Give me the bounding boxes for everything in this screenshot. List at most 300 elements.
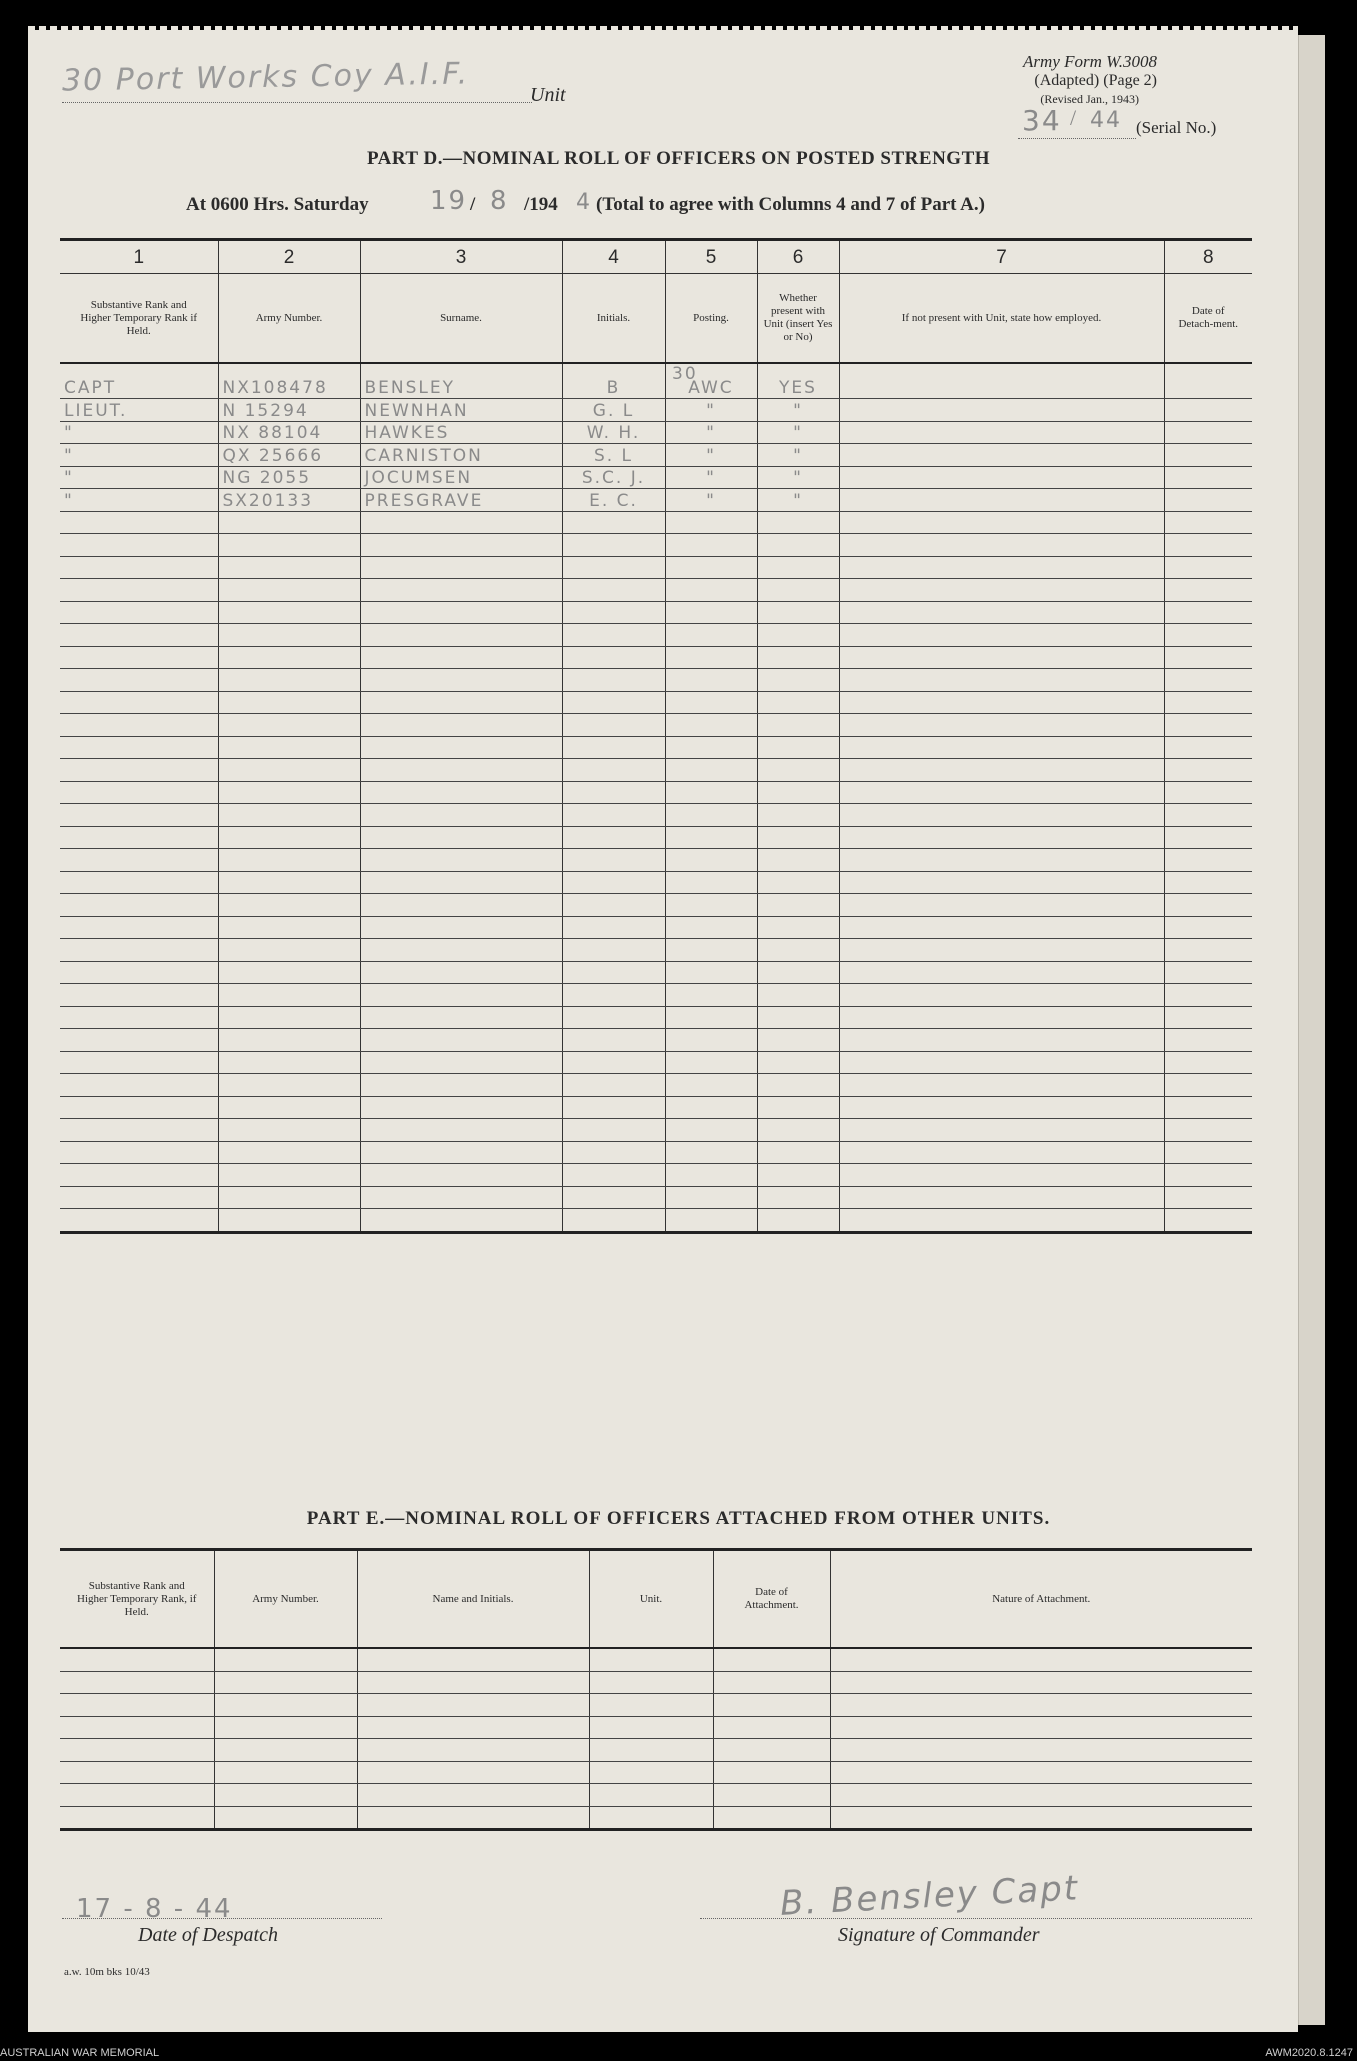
blank-cell: [218, 1051, 360, 1074]
signature-label: Signature of Commander: [838, 1924, 1040, 1946]
blank-cell: [1164, 1141, 1252, 1164]
blank-row: [60, 1648, 1252, 1671]
table-cell: NX108478: [218, 363, 360, 399]
blank-cell: [1164, 1186, 1252, 1209]
table-cell: PRESGRAVE: [360, 489, 562, 512]
blank-cell: [1164, 736, 1252, 759]
blank-cell: [665, 1006, 757, 1029]
table-cell: [839, 399, 1164, 422]
blank-cell: [757, 871, 839, 894]
blank-cell: [60, 1141, 218, 1164]
table-cell: [1164, 489, 1252, 512]
blank-cell: [218, 894, 360, 917]
blank-cell: [665, 804, 757, 827]
blank-cell: [360, 759, 562, 782]
blank-cell: [757, 691, 839, 714]
blank-cell: [665, 781, 757, 804]
blank-cell: [360, 601, 562, 624]
blank-cell: [218, 1096, 360, 1119]
blank-cell: [562, 511, 665, 534]
blank-row: [60, 849, 1252, 872]
blank-cell: [562, 1006, 665, 1029]
part-d-title: PART D.—NOMINAL ROLL OF OFFICERS ON POSTED STRENGTH: [366, 148, 991, 169]
form-id: Army Form W.3008: [1023, 52, 1157, 71]
blank-cell: [360, 1186, 562, 1209]
blank-cell: [218, 556, 360, 579]
blank-cell: [665, 624, 757, 647]
blank-cell: [665, 579, 757, 602]
blank-cell: [60, 804, 218, 827]
table-cell: [1164, 363, 1252, 399]
blank-cell: [1164, 511, 1252, 534]
archive-reference: AWM2020.8.1247: [1265, 2047, 1353, 2059]
blank-cell: [60, 601, 218, 624]
blank-cell: [665, 534, 757, 557]
blank-cell: [757, 534, 839, 557]
blank-cell: [1164, 916, 1252, 939]
blank-cell: [562, 646, 665, 669]
serial-label: (Serial No.): [1136, 118, 1217, 137]
table-cell: ": [757, 444, 839, 467]
blank-cell: [360, 871, 562, 894]
blank-row: [60, 579, 1252, 602]
blank-cell: [360, 1164, 562, 1187]
blank-cell: [214, 1806, 357, 1830]
table-cell: NX 88104: [218, 421, 360, 444]
blank-cell: [360, 669, 562, 692]
col-label-detachment-date: Date of Detach-ment.: [1164, 274, 1252, 364]
blank-cell: [665, 1096, 757, 1119]
blank-row: [60, 1671, 1252, 1694]
blank-cell: [60, 579, 218, 602]
blank-cell: [562, 714, 665, 737]
blank-cell: [360, 939, 562, 962]
blank-cell: [665, 511, 757, 534]
table-cell: ": [60, 444, 218, 467]
blank-cell: [60, 961, 218, 984]
blank-cell: [360, 1209, 562, 1233]
blank-row: [60, 1806, 1252, 1830]
blank-cell: [562, 871, 665, 894]
blank-cell: [713, 1784, 830, 1807]
blank-cell: [562, 624, 665, 647]
blank-cell: [839, 624, 1164, 647]
blank-cell: [562, 556, 665, 579]
blank-row: [60, 1716, 1252, 1739]
blank-cell: [839, 669, 1164, 692]
blank-cell: [839, 984, 1164, 1007]
blank-cell: [665, 714, 757, 737]
blank-row: [60, 736, 1252, 759]
table-cell: AWC: [665, 363, 757, 399]
blank-cell: [589, 1694, 713, 1717]
blank-row: [60, 534, 1252, 557]
table-cell: [839, 421, 1164, 444]
table-cell: HAWKES: [360, 421, 562, 444]
blank-cell: [1164, 849, 1252, 872]
table-cell: NEWNHAN: [360, 399, 562, 422]
e-col-label-name: Name and Initials.: [357, 1550, 589, 1649]
blank-cell: [665, 1186, 757, 1209]
blank-row: [60, 669, 1252, 692]
unit-dotted-line: [62, 102, 532, 103]
blank-cell: [1164, 601, 1252, 624]
blank-cell: [665, 1164, 757, 1187]
blank-row: [60, 714, 1252, 737]
serial-year: 44: [1090, 108, 1122, 133]
blank-cell: [360, 1074, 562, 1097]
blank-cell: [60, 1739, 214, 1762]
blank-cell: [757, 646, 839, 669]
table-cell: ": [757, 489, 839, 512]
blank-cell: [60, 556, 218, 579]
blank-cell: [360, 534, 562, 557]
blank-cell: [839, 1096, 1164, 1119]
blank-cell: [589, 1806, 713, 1830]
blank-cell: [562, 1119, 665, 1142]
blank-cell: [357, 1761, 589, 1784]
table-cell: LIEUT.: [60, 399, 218, 422]
blank-cell: [1164, 984, 1252, 1007]
table-cell: E. C.: [562, 489, 665, 512]
blank-cell: [830, 1739, 1252, 1762]
blank-cell: [214, 1694, 357, 1717]
table-cell: CAPT: [60, 363, 218, 399]
blank-cell: [360, 849, 562, 872]
blank-cell: [60, 1029, 218, 1052]
blank-cell: [757, 624, 839, 647]
blank-cell: [830, 1648, 1252, 1671]
blank-cell: [218, 646, 360, 669]
blank-cell: [1164, 714, 1252, 737]
blank-cell: [218, 1186, 360, 1209]
table-cell: ": [60, 421, 218, 444]
blank-cell: [1164, 759, 1252, 782]
blank-cell: [562, 1186, 665, 1209]
table-cell: ": [665, 489, 757, 512]
blank-cell: [218, 669, 360, 692]
blank-cell: [1164, 534, 1252, 557]
col-label-initials: Initials.: [562, 274, 665, 364]
blank-cell: [839, 646, 1164, 669]
blank-cell: [757, 1209, 839, 1233]
blank-cell: [214, 1716, 357, 1739]
blank-cell: [757, 781, 839, 804]
blank-cell: [757, 1119, 839, 1142]
e-col-label-army-number: Army Number.: [214, 1550, 357, 1649]
table-row: [60, 399, 1252, 422]
blank-cell: [218, 939, 360, 962]
table-cell: [1164, 421, 1252, 444]
blank-cell: [1164, 579, 1252, 602]
blank-cell: [218, 759, 360, 782]
blank-cell: [830, 1806, 1252, 1830]
blank-cell: [360, 826, 562, 849]
blank-cell: [562, 759, 665, 782]
blank-cell: [60, 1716, 214, 1739]
blank-cell: [60, 511, 218, 534]
blank-cell: [665, 826, 757, 849]
blank-cell: [839, 804, 1164, 827]
blank-cell: [357, 1739, 589, 1762]
blank-row: [60, 1739, 1252, 1762]
table-cell: B: [562, 363, 665, 399]
blank-cell: [357, 1671, 589, 1694]
date-total-note: (Total to agree with Columns 4 and 7 of Part A.): [596, 194, 985, 215]
blank-cell: [218, 916, 360, 939]
blank-cell: [839, 1051, 1164, 1074]
blank-cell: [757, 984, 839, 1007]
blank-cell: [830, 1784, 1252, 1807]
blank-row: [60, 1761, 1252, 1784]
blank-cell: [60, 781, 218, 804]
blank-cell: [360, 804, 562, 827]
blank-cell: [830, 1761, 1252, 1784]
blank-cell: [218, 1006, 360, 1029]
table-cell: ": [665, 444, 757, 467]
blank-row: [60, 1784, 1252, 1807]
blank-cell: [665, 1141, 757, 1164]
blank-cell: [839, 1006, 1164, 1029]
col-label-how-employed: If not present with Unit, state how employed.: [839, 274, 1164, 364]
col-number: 4: [562, 240, 665, 274]
blank-cell: [562, 601, 665, 624]
despatch-label: Date of Despatch: [138, 1924, 278, 1946]
e-col-label-rank: Substantive Rank and Higher Temporary Rank, if Held.: [60, 1550, 214, 1649]
blank-cell: [589, 1716, 713, 1739]
table-cell: NG 2055: [218, 466, 360, 489]
blank-cell: [360, 1029, 562, 1052]
blank-cell: [1164, 1164, 1252, 1187]
blank-cell: [214, 1739, 357, 1762]
blank-cell: [562, 984, 665, 1007]
blank-cell: [1164, 1074, 1252, 1097]
blank-cell: [839, 1029, 1164, 1052]
col-label-rank: Substantive Rank and Higher Temporary Rank if Held.: [60, 274, 218, 364]
blank-cell: [60, 1806, 214, 1830]
blank-cell: [665, 1029, 757, 1052]
blank-cell: [60, 1006, 218, 1029]
table-row: [60, 421, 1252, 444]
blank-cell: [1164, 646, 1252, 669]
blank-cell: [839, 826, 1164, 849]
blank-cell: [60, 759, 218, 782]
blank-cell: [60, 1761, 214, 1784]
table-cell: S. L: [562, 444, 665, 467]
blank-cell: [757, 1006, 839, 1029]
unit-handwritten: 30 Port Works Coy A.I.F.: [61, 56, 470, 99]
e-col-label-unit: Unit.: [589, 1550, 713, 1649]
blank-cell: [665, 601, 757, 624]
blank-cell: [1164, 624, 1252, 647]
blank-cell: [60, 1784, 214, 1807]
blank-cell: [757, 736, 839, 759]
date-day: 19: [430, 186, 468, 216]
column-number-row: [60, 240, 1252, 274]
blank-cell: [218, 534, 360, 557]
blank-cell: [218, 1164, 360, 1187]
blank-cell: [839, 759, 1164, 782]
blank-cell: [562, 916, 665, 939]
table-row: [60, 466, 1252, 489]
blank-cell: [1164, 871, 1252, 894]
blank-row: [60, 826, 1252, 849]
blank-cell: [562, 826, 665, 849]
blank-cell: [218, 1209, 360, 1233]
blank-cell: [713, 1739, 830, 1762]
table-cell: [1164, 399, 1252, 422]
blank-row: [60, 984, 1252, 1007]
blank-cell: [214, 1671, 357, 1694]
blank-cell: [1164, 669, 1252, 692]
blank-cell: [60, 736, 218, 759]
blank-cell: [839, 939, 1164, 962]
blank-cell: [839, 961, 1164, 984]
archive-caption: AUSTRALIAN WAR MEMORIAL: [0, 2047, 160, 2059]
blank-cell: [360, 916, 562, 939]
blank-cell: [60, 534, 218, 557]
blank-cell: [60, 826, 218, 849]
blank-cell: [60, 714, 218, 737]
despatch-date: 17 - 8 - 44: [76, 1894, 233, 1924]
blank-cell: [60, 871, 218, 894]
blank-cell: [665, 1051, 757, 1074]
blank-cell: [665, 849, 757, 872]
blank-cell: [713, 1648, 830, 1671]
blank-cell: [839, 1164, 1164, 1187]
blank-cell: [839, 894, 1164, 917]
blank-cell: [60, 1096, 218, 1119]
blank-cell: [1164, 1119, 1252, 1142]
blank-cell: [562, 849, 665, 872]
blank-cell: [218, 1074, 360, 1097]
blank-cell: [218, 691, 360, 714]
blank-cell: [1164, 804, 1252, 827]
blank-cell: [757, 1029, 839, 1052]
blank-cell: [757, 916, 839, 939]
blank-row: [60, 624, 1252, 647]
date-year-digit: 4: [576, 190, 592, 215]
blank-cell: [757, 511, 839, 534]
blank-row: [60, 601, 1252, 624]
table-cell: [839, 466, 1164, 489]
blank-cell: [360, 1006, 562, 1029]
blank-cell: [360, 894, 562, 917]
blank-cell: [218, 871, 360, 894]
blank-cell: [360, 714, 562, 737]
blank-cell: [665, 556, 757, 579]
table-cell: YES: [757, 363, 839, 399]
form-revised: (Revised Jan., 1943): [1040, 92, 1139, 106]
blank-cell: [60, 1119, 218, 1142]
blank-cell: [839, 1074, 1164, 1097]
date-year-prefix: /194: [524, 194, 558, 215]
blank-cell: [665, 984, 757, 1007]
blank-cell: [1164, 781, 1252, 804]
col-number: 3: [360, 240, 562, 274]
print-code: a.w. 10m bks 10/43: [64, 1966, 150, 1978]
blank-cell: [757, 804, 839, 827]
blank-cell: [218, 601, 360, 624]
col-number: 1: [60, 240, 218, 274]
blank-cell: [562, 1051, 665, 1074]
blank-cell: [60, 939, 218, 962]
blank-cell: [360, 556, 562, 579]
blank-cell: [357, 1784, 589, 1807]
blank-cell: [830, 1694, 1252, 1717]
table-cell: [839, 489, 1164, 512]
col-label-present: Whether present with Unit (insert Yes or No): [757, 274, 839, 364]
blank-row: [60, 781, 1252, 804]
blank-cell: [839, 511, 1164, 534]
blank-cell: [218, 804, 360, 827]
blank-row: [60, 1029, 1252, 1052]
blank-cell: [60, 691, 218, 714]
blank-cell: [830, 1671, 1252, 1694]
blank-cell: [360, 691, 562, 714]
blank-row: [60, 804, 1252, 827]
serial-number: 34: [1022, 104, 1062, 137]
blank-row: [60, 939, 1252, 962]
table-cell: G. L: [562, 399, 665, 422]
blank-cell: [839, 601, 1164, 624]
blank-cell: [218, 511, 360, 534]
blank-cell: [839, 1119, 1164, 1142]
table-cell: ": [60, 466, 218, 489]
table-cell: [1164, 444, 1252, 467]
blank-cell: [589, 1671, 713, 1694]
blank-cell: [60, 669, 218, 692]
blank-cell: [562, 669, 665, 692]
blank-row: [60, 1074, 1252, 1097]
blank-cell: [218, 826, 360, 849]
col-label-posting: Posting.: [665, 274, 757, 364]
blank-cell: [218, 1141, 360, 1164]
blank-cell: [839, 849, 1164, 872]
blank-cell: [757, 759, 839, 782]
blank-cell: [60, 1648, 214, 1671]
blank-cell: [839, 1141, 1164, 1164]
blank-cell: [1164, 1209, 1252, 1233]
blank-cell: [60, 1074, 218, 1097]
blank-cell: [757, 1051, 839, 1074]
table-cell: [839, 444, 1164, 467]
blank-cell: [757, 714, 839, 737]
e-col-label-attachment-date: Date of Attachment.: [713, 1550, 830, 1649]
blank-cell: [1164, 961, 1252, 984]
table-cell: ": [757, 399, 839, 422]
blank-cell: [562, 939, 665, 962]
blank-cell: [360, 736, 562, 759]
blank-cell: [214, 1784, 357, 1807]
col-label-surname: Surname.: [360, 274, 562, 364]
despatch-dotted-line: [62, 1918, 382, 1919]
table-cell: [1164, 466, 1252, 489]
e-col-label-nature: Nature of Attachment.: [830, 1550, 1252, 1649]
blank-row: [60, 1119, 1252, 1142]
blank-cell: [360, 1051, 562, 1074]
commander-signature: B. Bensley Capt: [779, 1868, 1081, 1924]
blank-cell: [360, 1096, 562, 1119]
blank-cell: [562, 1209, 665, 1233]
blank-cell: [562, 1029, 665, 1052]
table-cell: ": [60, 489, 218, 512]
blank-cell: [562, 961, 665, 984]
col-number: 7: [839, 240, 1164, 274]
blank-cell: [839, 579, 1164, 602]
blank-cell: [357, 1806, 589, 1830]
blank-cell: [757, 1074, 839, 1097]
